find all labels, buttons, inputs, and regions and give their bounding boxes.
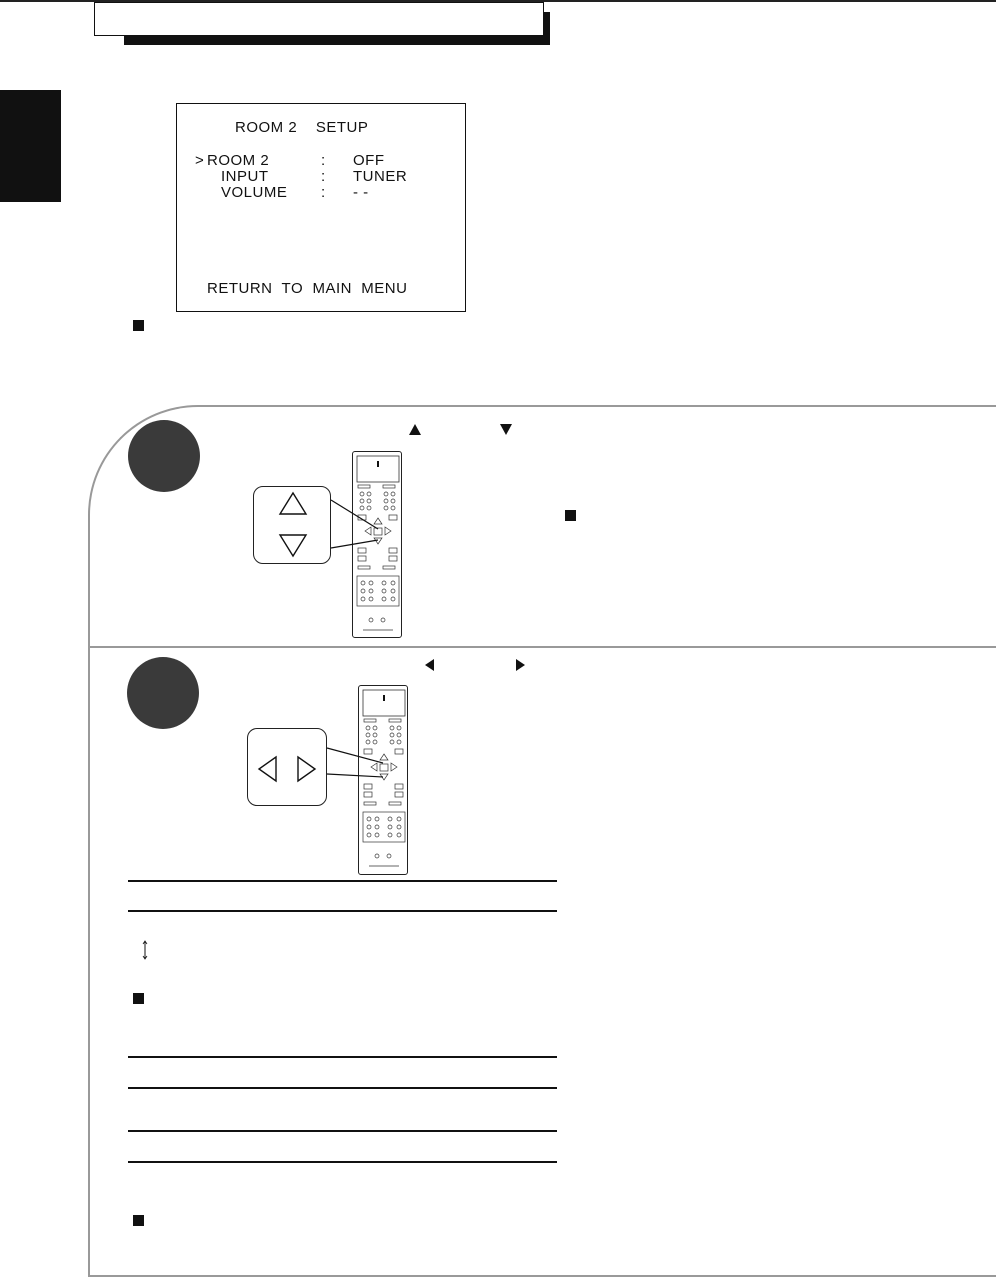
osd-row-sep: : <box>321 184 326 201</box>
osd-row-sep: : <box>321 152 326 169</box>
osd-row-label: INPUT <box>221 168 269 185</box>
table-rule <box>128 1161 557 1163</box>
table-rule <box>128 1130 557 1132</box>
bullet-square-icon <box>133 1215 144 1226</box>
osd-row-value: TUNER <box>353 168 408 185</box>
table-rule <box>128 1056 557 1058</box>
osd-row-label: VOLUME <box>221 184 288 201</box>
table-rule <box>128 880 557 882</box>
osd-row-sep: : <box>321 168 326 185</box>
osd-row-label: ROOM 2 <box>207 152 270 169</box>
table-rule <box>128 910 557 912</box>
bullet-square-icon <box>133 993 144 1004</box>
osd-title: ROOM 2 SETUP <box>235 119 369 136</box>
osd-row-value: - - <box>353 184 369 201</box>
osd-footer: RETURN TO MAIN MENU <box>207 280 408 297</box>
table-rule <box>128 1087 557 1089</box>
up-down-arrow-icon <box>141 940 149 960</box>
osd-cursor: > <box>195 152 205 169</box>
osd-row-value: OFF <box>353 152 385 169</box>
